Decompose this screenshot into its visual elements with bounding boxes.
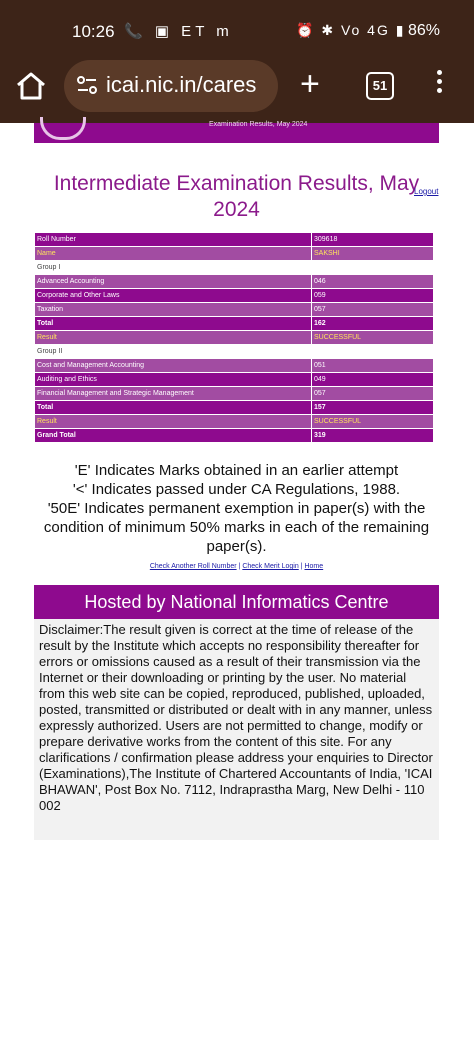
check-merit-login-link[interactable]: Check Merit Login <box>242 563 299 570</box>
link-separator: | <box>238 563 241 570</box>
page-title <box>34 171 439 223</box>
disclaimer-text: Disclaimer:The result given is correct at the time of release of the result by the Institute which accepts no responsibility thereafter for errors or omissions caused as a result of their transmission via the Internet or their downloading or printing by the user. No material from this web site can be copied, reproduced, published, uploaded, posted, transmitted or distributed or dealt with in any manner, unless expressly authorized. Users are not permitted to change, modify or prepare derivative works from the content of this site. For any clarifications / confirmation please address your enquiries to Director (Examinations),The Institute of Chartered Accountants of India, 'ICAI BHAWAN', Post Box No. 7112, Indraprastha Marg, New Delhi - 110 002 <box>34 619 439 840</box>
table-row <box>35 303 434 317</box>
row-label: Corporate and Other Laws <box>35 289 312 303</box>
row-value: 051 <box>312 359 434 373</box>
row-value: SAKSHI <box>312 247 434 261</box>
row-label: Name <box>35 247 312 261</box>
check-another-roll-link[interactable]: Check Another Roll Number <box>149 563 237 570</box>
status-time: 10:26 <box>72 22 115 41</box>
row-label: Result <box>35 331 312 345</box>
battery-level: 86% <box>408 22 441 39</box>
link-separator: | <box>300 563 303 570</box>
row-value: 057 <box>312 387 434 401</box>
row-label: Auditing and Ethics <box>35 373 312 387</box>
url-text[interactable]: icai.nic.in/cares <box>106 72 257 97</box>
table-row <box>35 331 434 345</box>
row-value: 046 <box>312 275 434 289</box>
note-e: 'E' Indicates Marks obtained in an earlier attempt <box>74 462 399 479</box>
hosted-by-banner: Hosted by National Informatics Centre <box>34 585 439 619</box>
tab-count-button[interactable]: 51 <box>366 72 394 100</box>
logout-link[interactable]: Logout <box>414 187 439 196</box>
header-banner <box>34 123 439 143</box>
row-label: Group II <box>35 345 312 359</box>
results-table <box>34 232 434 443</box>
footer-links <box>34 563 439 570</box>
table-row <box>35 261 434 275</box>
page-title-line2: 2024 <box>213 198 260 221</box>
notes <box>34 461 439 556</box>
row-value: 319 <box>312 429 434 443</box>
row-value: SUCCESSFUL <box>312 415 434 429</box>
table-row <box>35 387 434 401</box>
row-value: 157 <box>312 401 434 415</box>
table-row <box>35 317 434 331</box>
row-label: Grand Total <box>35 429 312 443</box>
table-row <box>35 289 434 303</box>
home-link[interactable]: Home <box>304 563 324 570</box>
row-value: 059 <box>312 289 434 303</box>
home-icon[interactable] <box>14 70 48 102</box>
table-row <box>35 247 434 261</box>
url-row <box>0 58 474 114</box>
row-value: 162 <box>312 317 434 331</box>
table-row <box>35 359 434 373</box>
site-settings-icon[interactable] <box>74 72 100 98</box>
row-value: 057 <box>312 303 434 317</box>
table-row <box>35 275 434 289</box>
row-value: SUCCESSFUL <box>312 331 434 345</box>
note-lt: '<' Indicates passed under CA Regulations, 1988. <box>72 481 401 498</box>
row-label: Group I <box>35 261 312 275</box>
address-bar[interactable] <box>64 60 278 112</box>
row-label: Roll Number <box>35 233 312 247</box>
system-icons: ⏰ ✱ Vo 4G ▮ <box>296 22 406 38</box>
new-tab-icon[interactable]: + <box>300 65 320 103</box>
note-50e: '50E' Indicates permanent exemption in paper(s) with the condition of minimum 50% marks in each of the remaining paper(s). <box>43 500 430 555</box>
row-label: Financial Management and Strategic Management <box>35 387 312 401</box>
notification-icons: 📞 ▣ ET m <box>124 23 233 40</box>
table-row <box>35 373 434 387</box>
row-label: Result <box>35 415 312 429</box>
table-row <box>35 401 434 415</box>
row-label: Taxation <box>35 303 312 317</box>
table-row <box>35 233 434 247</box>
icai-logo <box>40 117 86 140</box>
row-label: Advanced Accounting <box>35 275 312 289</box>
row-value: 049 <box>312 373 434 387</box>
banner-subtitle: Examination Results, May 2024 <box>209 121 308 128</box>
table-row <box>35 345 434 359</box>
browser-chrome <box>0 0 474 123</box>
page-title-line1: Intermediate Examination Results, May <box>53 172 420 195</box>
table-row <box>35 415 434 429</box>
row-label: Cost and Management Accounting <box>35 359 312 373</box>
overflow-menu-icon[interactable] <box>434 66 444 97</box>
row-label: Total <box>35 401 312 415</box>
table-row <box>35 429 434 443</box>
row-value <box>312 261 434 275</box>
row-label: Total <box>35 317 312 331</box>
row-value: 309618 <box>312 233 434 247</box>
status-bar <box>0 18 474 46</box>
row-value <box>312 345 434 359</box>
